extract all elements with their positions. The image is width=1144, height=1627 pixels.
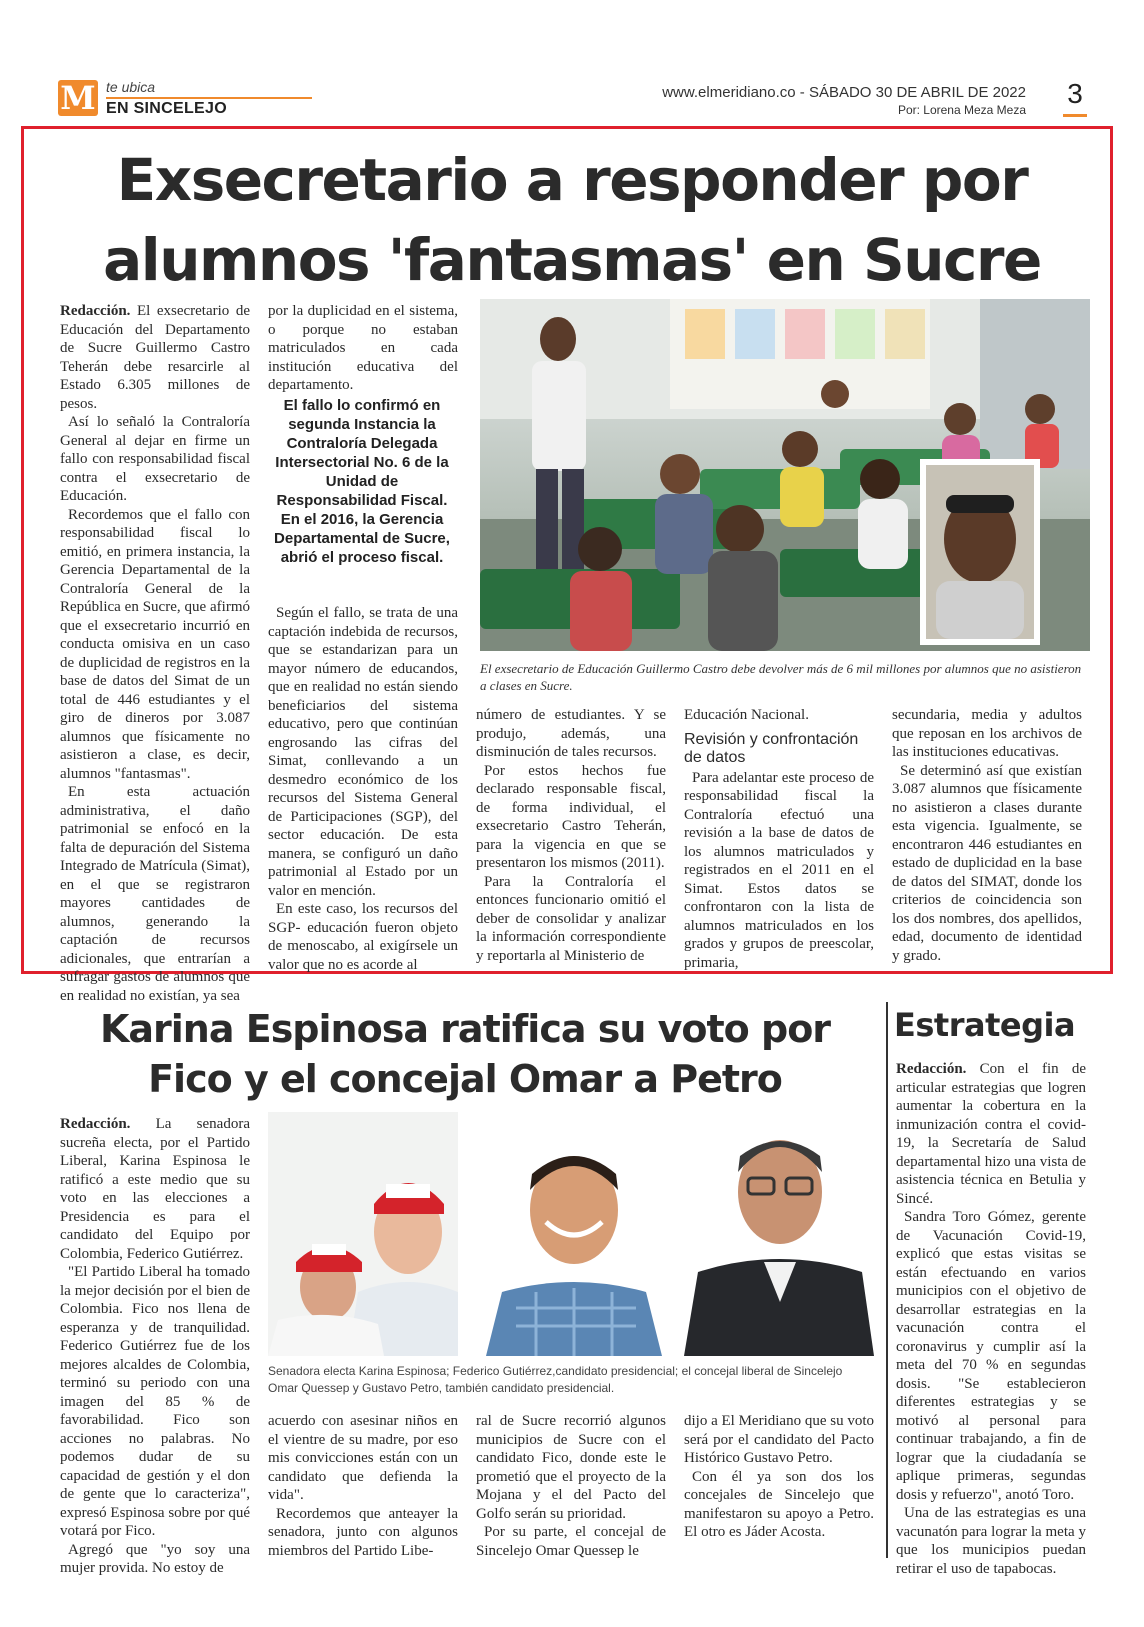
article2-headline bbox=[50, 1004, 880, 1104]
paragraph: Con el fin de articular estrategias que logren aumentar la cobertura en la inmunización contra el covid-19, la Secretaría de Salud departamental hizo una vista de asistencia técnica en Betulia y Sincé. bbox=[896, 1061, 1086, 1207]
author-byline: Por: Lorena Meza Meza bbox=[897, 103, 1026, 117]
paragraph: Por su parte, el concejal de Sincelejo Omar Quessep le bbox=[476, 1524, 666, 1559]
paragraph: Recordemos que anteayer la senadora, junto con algunos miembros del Partido Libe- bbox=[268, 1505, 458, 1559]
paragraph: por la duplicidad en el sistema, o porque no estaban matriculados en cada institución educativa del departamento. bbox=[268, 303, 458, 393]
paragraph: Recordemos que el fallo con responsabilidad fiscal lo emitió, en primera instancia, la Gerencia Departamental de la Contraloría General de la República en Sucre, que afirmó que el exsecretario incurrió en conducta omisiva en un caso de duplicidad de registros en la base de datos del Simat de un total de 446 estudiantes y el giro de dineros por 3.087 alumnos que físicamente no asistieron a clase, es decir, alumnos "fantasmas". bbox=[60, 506, 250, 782]
page-number-underline bbox=[1063, 114, 1087, 117]
section-name: EN SINCELEJO bbox=[106, 100, 227, 117]
paragraph: acuerdo con asesinar niños en el vientre de su madre, por eso mis convicciones están con un candidato que defienda la vida". bbox=[268, 1413, 458, 1503]
paragraph: Con él ya son dos los concejales de Sincelejo que manifestaron su apoyo a Petro. El otro es Jáder Acosta. bbox=[684, 1468, 874, 1540]
paragraph: secundaria, media y adultos que reposan en los archivos de las instituciones educativas. bbox=[892, 707, 1082, 760]
paragraph: Para adelantar este proceso de responsabilidad fiscal la Contraloría efectuó una revisión a la base de datos de los alumnos matriculados y registrados en el 2011 en el Simat. Estos datos se confrontaron con la lista de alumnos matriculados en los grados y grupos de preescolar, primaria, bbox=[684, 769, 874, 971]
article1-column-5 bbox=[892, 706, 1082, 964]
site-and-date: www.elmeridiano.co - SÁBADO 30 DE ABRIL DE 2022 bbox=[662, 84, 1026, 101]
section-underline bbox=[106, 97, 312, 99]
quessep-illustration bbox=[476, 1112, 666, 1356]
article1-photo-caption: El exsecretario de Educación Guillermo Castro debe devolver más de 6 mil millones por alumnos que no asistieron a clases en Sucre. bbox=[480, 661, 1082, 693]
byline-lead: Redacción. bbox=[896, 1061, 967, 1077]
espinosa-gutierrez-photo bbox=[268, 1112, 458, 1356]
article1-column-2-top bbox=[268, 302, 458, 393]
paragraph: "El Partido Liberal ha tomado la mejor decisión por el bien de Colombia. Fico nos llena de esperanza y de tranquilidad. Federico Gutiérrez fue de los mejores alcaldes de Colombia, terminó su periodo con una imagen del 85 % de favorabilidad. Fico son acciones no palabras. No podemos dudar de su capacidad de gestión y el don de gente que lo caracteriza", expresó Espinosa sobre por qué votará por Fico. bbox=[60, 1264, 250, 1539]
article2-column-1 bbox=[60, 1115, 250, 1576]
article1-column-2-bottom bbox=[268, 604, 458, 973]
article2-column-2 bbox=[268, 1412, 458, 1568]
newspaper-logo: M bbox=[58, 80, 98, 116]
article3-column bbox=[896, 1060, 1086, 1577]
byline-lead: Redacción. bbox=[60, 1116, 131, 1132]
paragraph: En esta actuación administrativa, el daño patrimonial se enfocó en la falta de depuración del Sistema Integrado de Matrícula (Simat), en el que se registraron mayores cantidades de alumnos, generando la captación de recursos adicionales, que entrarían a sufragar gastos de alumnos que en realidad no existían, ya sea bbox=[60, 784, 250, 1004]
paragraph: Una de las estrategias es una vacunatón para lograr la meta y que los municipios puedan retirar el uso de tapabocas. bbox=[896, 1505, 1086, 1577]
classroom-photo bbox=[480, 299, 1090, 651]
article2-photo-caption: Senadora electa Karina Espinosa; Federico Gutiérrez,candidato presidencial; el concejal liberal de Sincelejo Omar Quessep y Gustavo Petro, también candidato presidencial. bbox=[268, 1364, 843, 1395]
paragraph: número de estudiantes. Y se produjo, además, una disminución de tales recursos. bbox=[476, 707, 666, 760]
paragraph: La senadora sucreña electa, por el Partido Liberal, Karina Espinosa le ratificó a este medio que su voto en las elecciones a Presidencia es para el candidato del Equipo por Colombia, Federico Gutiérrez. bbox=[60, 1116, 250, 1262]
petro-illustration bbox=[684, 1112, 874, 1356]
paragraph: Así lo señaló la Contraloría General al dejar en firme un fallo con responsabilidad fiscal contra el exsecretario de Educación. bbox=[60, 414, 250, 504]
paragraph: Agregó que "yo soy una mujer provida. No estoy de bbox=[60, 1541, 250, 1576]
article1-column-4 bbox=[684, 706, 874, 971]
article2-headline-line2: Fico y el concejal Omar a Petro bbox=[148, 1057, 782, 1101]
subheading: Revisión y confrontación de datos bbox=[684, 730, 859, 766]
paragraph: dijo a El Meridiano que su voto será por el candidato del Pacto Histórico Gustavo Petro. bbox=[684, 1413, 874, 1466]
paragraph: Sandra Toro Gómez, gerente de Vacunación Covid-19, explicó que estas visitas se están efectuando en varios municipios con el objetivo de desarrollar estrategias en la vacunación contra el coronavirus y cumplir así la meta del 70 % en segundas dosis. "Se establecieron diferentes estrategias y se motivó al personal para continuar trabajando, a fin de lograr que la ciudadanía se aplique primeras, segundas dosis y refuerzo", anotó Toro. bbox=[896, 1209, 1086, 1503]
article3-headline: Estrategia bbox=[894, 1006, 1076, 1044]
tagline: te ubica bbox=[106, 79, 156, 95]
petro-photo bbox=[684, 1112, 874, 1356]
paragraph: Por estos hechos fue declarado responsable fiscal, de forma individual, el exsecretario Castro Teherán, para la vigencia en que se presentaron los mismos (2011). bbox=[476, 762, 666, 871]
article1-headline bbox=[40, 140, 1104, 300]
article1-column-1 bbox=[60, 302, 250, 1004]
paragraph: Según el fallo, se trata de una captación indebida de recursos, que se estandarizan para un mayor número de educandos, que en realidad no están siendo beneficiarios del sistema educativo, pero que continúan engrosando las cifras del Simat, conllevando a un desmedro económico de los recursos del Sistema General de Participaciones (SGP), del sector educación. De esta manera, se configuró un daño patrimonial al Estado por un valor en mención. bbox=[268, 605, 458, 899]
paragraph: Se determinó así que existían 3.087 alumnos que físicamente no asistieron a clases durante esta vigencia. Igualmente, se encontraron 446 estudiantes en estado de duplicidad en la base de datos del SIMAT, donde los criterios de coincidencia son los dos nombres, dos apellidos, edad, documento de identidad y grado. bbox=[892, 762, 1082, 964]
paragraph: Para la Contraloría el entonces funcionario omitió el deber de consolidar y analizar la información correspondiente y reportarla al Ministerio de bbox=[476, 873, 666, 964]
article2-headline-line1: Karina Espinosa ratifica su voto por bbox=[99, 1007, 831, 1051]
article2-column-3 bbox=[476, 1412, 666, 1568]
paragraph: Educación Nacional. bbox=[684, 707, 809, 723]
paragraph: ral de Sucre recorrió algunos municipios de Sucre con el candidato Fico, donde este le prometió que el proyecto de la Mojana y el del Pacto del Golfo serán su prioridad. bbox=[476, 1413, 666, 1522]
classroom-illustration bbox=[480, 299, 1090, 651]
paragraph: El exsecretario de Educación del Departamento de Sucre Guillermo Castro Teherán debe resarcirle al Estado 6.305 millones de pesos. bbox=[60, 303, 250, 412]
byline-lead: Redacción. bbox=[60, 303, 131, 319]
espinosa-gutierrez-illustration bbox=[268, 1112, 458, 1356]
quessep-photo bbox=[476, 1112, 666, 1356]
article1-headline-line2: alumnos 'fantasmas' en Sucre bbox=[103, 226, 1041, 294]
article1-headline-line1: Exsecretario a responder por bbox=[116, 146, 1028, 214]
column-divider bbox=[886, 1002, 888, 1558]
page-number: 3 bbox=[1067, 78, 1083, 109]
pull-quote: El fallo lo confirmó en segunda Instancia la Contraloría Delegada Intersectorial No. 6 de la Unidad de Responsabilidad Fiscal. En el 2016, la Gerencia Departamental de Sucre, abrió el proceso fiscal. bbox=[274, 397, 450, 566]
paragraph: En este caso, los recursos del SGP- educación fueron objeto de menoscabo, al exigírsele un valor que no es acorde al bbox=[268, 901, 458, 973]
article1-column-3 bbox=[476, 706, 666, 964]
article2-column-4 bbox=[684, 1412, 874, 1568]
